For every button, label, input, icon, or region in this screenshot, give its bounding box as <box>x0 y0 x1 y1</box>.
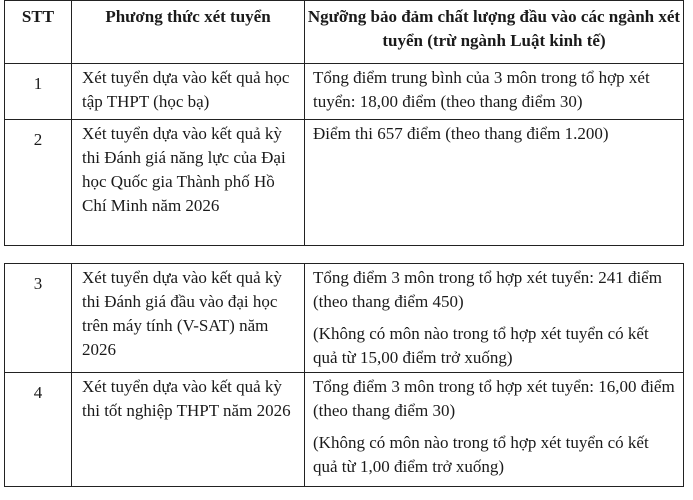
table-row <box>5 373 684 487</box>
row-threshold: Tổng điểm 3 môn trong tổ hợp xét tuyển: 16,00 điểm (theo thang điểm 30) <box>313 377 675 420</box>
header-method: Phương thức xét tuyển <box>72 1 305 64</box>
row-method-cell <box>72 373 305 487</box>
row-stt: 1 <box>33 74 43 93</box>
row-stt: 2 <box>33 130 43 149</box>
row-method-cell <box>72 264 305 373</box>
table-row <box>5 64 684 120</box>
row-stt-cell <box>5 264 72 373</box>
header-stt: STT <box>5 1 72 64</box>
row-stt: 3 <box>33 274 43 293</box>
row-stt-cell <box>5 120 72 246</box>
header-threshold: Ngưỡng bảo đảm chất lượng đầu vào các ngành xét tuyển (trừ ngành Luật kinh tế) <box>305 1 684 64</box>
row-stt: 4 <box>33 383 43 402</box>
row-stt-cell <box>5 64 72 120</box>
row-method-cell <box>72 120 305 246</box>
row-method: Xét tuyển dựa vào kết quả kỳ thi Đánh giá đầu vào đại học trên máy tính (V-SAT) năm 2026 <box>82 268 282 359</box>
admission-table-part-2 <box>4 263 684 487</box>
table-row <box>5 264 684 373</box>
row-threshold: Điểm thi 657 điểm (theo thang điểm 1.200) <box>313 124 609 143</box>
row-method-cell <box>72 64 305 120</box>
row-method: Xét tuyển dựa vào kết quả kỳ thi tốt nghiệp THPT năm 2026 <box>82 377 291 420</box>
row-threshold: Tổng điểm 3 môn trong tổ hợp xét tuyển: 241 điểm (theo thang điểm 450) <box>313 268 662 311</box>
row-threshold-cell <box>305 64 684 120</box>
table-header-row <box>5 1 684 64</box>
row-threshold-cell <box>305 120 684 246</box>
row-threshold-note: (Không có môn nào trong tổ hợp xét tuyển có kết quả từ 15,00 điểm trở xuống) <box>313 324 649 367</box>
row-method: Xét tuyển dựa vào kết quả học tập THPT (học bạ) <box>82 68 290 111</box>
row-method: Xét tuyển dựa vào kết quả kỳ thi Đánh giá năng lực của Đại học Quốc gia Thành phố Hồ Chí Minh năm 2026 <box>82 124 286 215</box>
row-threshold-cell <box>305 264 684 373</box>
row-threshold: Tổng điểm trung bình của 3 môn trong tổ hợp xét tuyển: 18,00 điểm (theo thang điểm 30) <box>313 68 650 111</box>
table-row <box>5 120 684 246</box>
admission-table-part-1 <box>4 0 684 246</box>
row-threshold-note: (Không có môn nào trong tổ hợp xét tuyển có kết quả từ 1,00 điểm trở xuống) <box>313 433 649 476</box>
row-threshold-cell <box>305 373 684 487</box>
row-stt-cell <box>5 373 72 487</box>
